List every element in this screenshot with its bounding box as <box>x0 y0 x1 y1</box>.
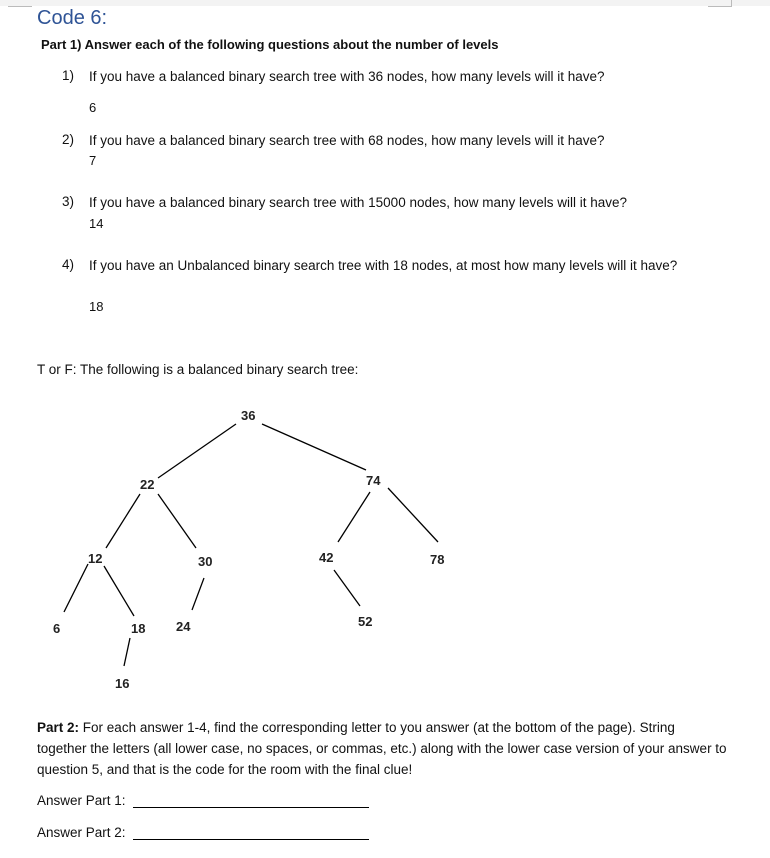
question-2-answer: 7 <box>89 153 97 168</box>
edge-36-22 <box>158 424 236 478</box>
question-2-text: If you have a balanced binary search tree with 68 nodes, how many levels will it have? <box>89 133 605 148</box>
part1-heading: Part 1) Answer each of the following questions about the number of levels <box>41 37 499 52</box>
question-1-number: 1) <box>62 68 75 83</box>
tree-node-6: 6 <box>53 621 61 636</box>
question-1-answer: 6 <box>89 100 97 115</box>
tree-node-42: 42 <box>319 550 334 565</box>
edge-36-74 <box>262 424 366 470</box>
tree-node-24: 24 <box>176 619 191 634</box>
edge-42-52 <box>334 570 360 606</box>
tree-node-36: 36 <box>241 408 256 423</box>
tree-node-22: 22 <box>140 477 155 492</box>
question-4-answer: 18 <box>89 299 104 314</box>
question-3-text: If you have a balanced binary search tree with 15000 nodes, how many levels will it have? <box>89 195 628 210</box>
answer-part2-label: Answer Part 2: <box>37 825 126 840</box>
edge-22-12 <box>106 494 140 548</box>
tree-node-16: 16 <box>115 676 130 691</box>
edge-18-16 <box>124 638 130 666</box>
edge-30-24 <box>192 578 204 610</box>
true-false-prompt: T or F: The following is a balanced binary search tree: <box>37 362 359 377</box>
question-2-number: 2) <box>62 132 75 147</box>
answer-part1-label: Answer Part 1: <box>37 793 126 808</box>
answer-part2-blank[interactable] <box>133 839 369 840</box>
question-3-number: 3) <box>62 194 75 209</box>
tree-node-30: 30 <box>198 554 213 569</box>
edge-12-6 <box>64 564 88 612</box>
part2-text: For each answer 1-4, find the corresponding letter to you answer (at the bottom of the page). String together the letters (all lower case, no spaces, or commas, etc.) along with the lower case version of your answer to question 5, and that is the code for the room with the final clue! <box>37 720 727 777</box>
answer-part1-blank[interactable] <box>133 807 369 808</box>
edge-22-30 <box>158 494 196 548</box>
question-1-text: If you have a balanced binary search tree with 36 nodes, how many levels will it have? <box>89 69 605 84</box>
tree-node-12: 12 <box>88 551 103 566</box>
edge-74-42 <box>338 492 370 542</box>
tree-node-78: 78 <box>430 552 445 567</box>
tree-node-18: 18 <box>131 621 146 636</box>
question-3-answer: 14 <box>89 216 104 231</box>
edge-74-78 <box>388 488 438 542</box>
part2-label: Part 2: <box>37 720 80 735</box>
part2-instructions <box>37 717 727 780</box>
tree-node-52: 52 <box>358 614 373 629</box>
tree-node-74: 74 <box>366 473 381 488</box>
question-4-text: If you have an Unbalanced binary search tree with 18 nodes, at most how many levels will it have? <box>89 258 678 273</box>
question-4-number: 4) <box>62 257 75 272</box>
edge-12-18 <box>104 566 134 616</box>
page-title: Code 6: <box>37 7 108 29</box>
